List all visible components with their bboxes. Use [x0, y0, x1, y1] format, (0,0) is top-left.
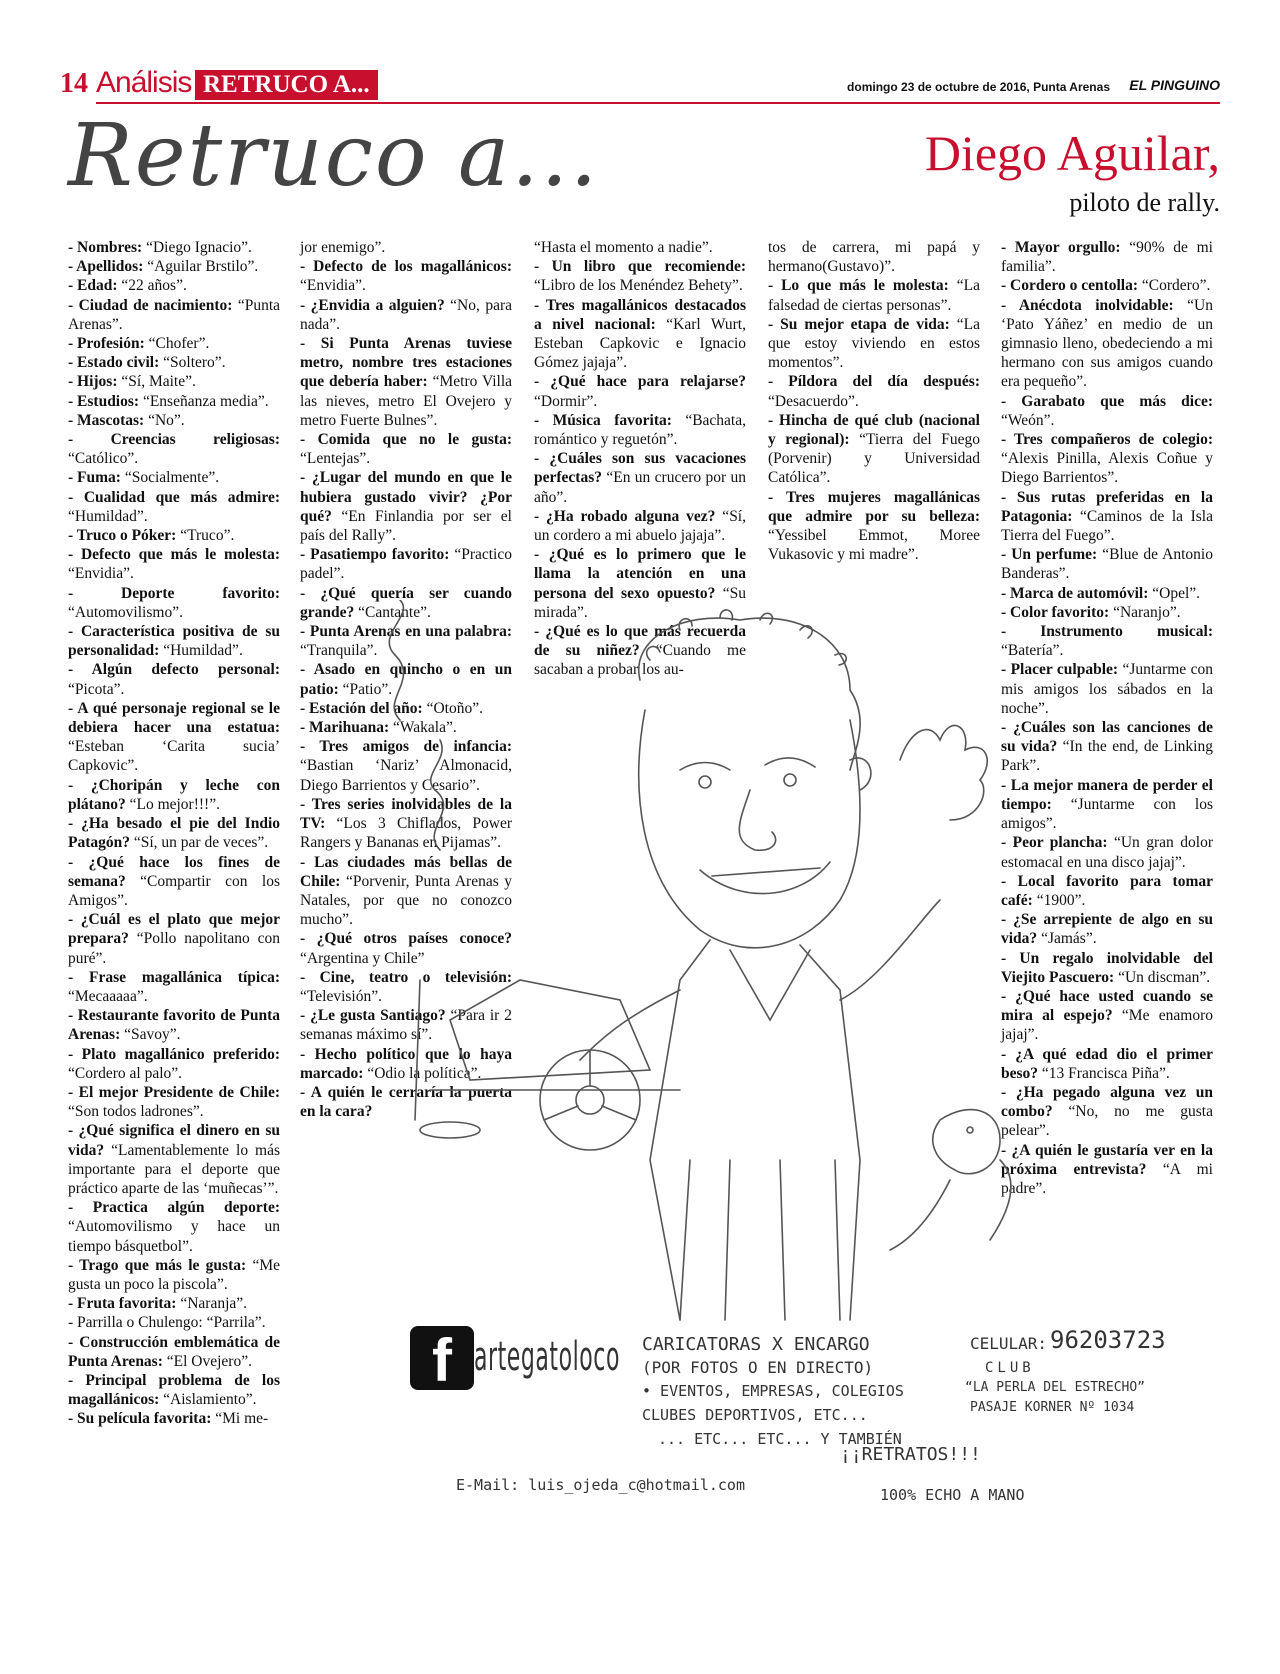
- answer: “90% de mi familia”.: [1001, 239, 1213, 276]
- page-number: 14: [60, 68, 88, 99]
- qa-item: [534, 372, 746, 410]
- date-line: domingo 23 de octubre de 2016, Punta Arenas: [847, 80, 1110, 94]
- question: - ¿Ha robado alguna vez?: [534, 507, 716, 525]
- question: - Edad:: [68, 277, 118, 295]
- interviewee-role: piloto de rally.: [1069, 188, 1220, 217]
- question: - Trago que más le gusta:: [68, 1256, 247, 1274]
- qa-item: [68, 1313, 280, 1332]
- question: - Algún defecto personal:: [68, 661, 280, 679]
- qa-item: [300, 334, 512, 430]
- qa-item: [68, 372, 280, 391]
- qa-item: [68, 853, 280, 911]
- answer: “No, para nada”.: [300, 296, 513, 333]
- answer: “Son todos ladrones”.: [68, 1103, 204, 1121]
- question: - Anécdota inolvidable:: [1001, 296, 1174, 314]
- question: - A quién le cerraría la puerta en la cara?: [300, 1083, 512, 1121]
- question: - Sus rutas preferidas en la Patagonia:: [1001, 488, 1213, 525]
- qa-item: [68, 699, 280, 776]
- answer: “Yessibel Emmot, Moree Vukasovic y mi madre”.: [768, 527, 980, 564]
- question: - Comida que no le gusta:: [300, 431, 512, 449]
- qa-item: [768, 238, 980, 276]
- answer: “13 Francisca Piña”.: [1038, 1064, 1170, 1082]
- question: - ¿Qué significa el dinero en su vida?: [68, 1122, 280, 1159]
- answer: “Otoño”.: [422, 699, 483, 717]
- answer: “Practico padel”.: [300, 546, 512, 583]
- question: - ¿Qué hace usted cuando se mira al espejo?: [1001, 987, 1213, 1025]
- qa-item: [68, 257, 280, 276]
- answer: “Cordero al palo”.: [68, 1064, 183, 1082]
- question: - Píldora del día después:: [768, 373, 980, 391]
- question: - Principal problema de los magallánicos:: [68, 1371, 280, 1409]
- page-header: [60, 66, 1220, 104]
- question: - ¿Envidia a alguien?: [300, 296, 445, 314]
- answer: “Odio la política”.: [363, 1064, 482, 1082]
- qa-item: [68, 488, 280, 526]
- answer: “El Ovejero”.: [162, 1352, 252, 1370]
- qa-item: [68, 545, 280, 583]
- answer: “Tranquila”.: [300, 642, 378, 660]
- qa-item: [68, 411, 280, 430]
- answer: “Cuando me sacaban a probar los au-: [534, 642, 746, 679]
- qa-item: [534, 238, 746, 257]
- qa-item: [1001, 276, 1213, 295]
- answer: “La que estoy viviendo en estos momentos”.: [768, 315, 980, 372]
- question: - Característica positiva de su personalidad:: [68, 623, 280, 660]
- answer: “Socialmente”.: [120, 469, 220, 487]
- qa-item: [68, 1409, 280, 1428]
- question: - Estación del año:: [300, 699, 423, 717]
- question: - Tres amigos de infancia:: [300, 738, 512, 756]
- text-column-4: [768, 238, 980, 564]
- qa-item: [768, 372, 980, 410]
- qa-item: [534, 257, 746, 295]
- qa-item: [1001, 392, 1213, 430]
- answer: “In the end, de Linking Park”.: [1001, 738, 1213, 775]
- script-heading: Retruco a...: [68, 106, 600, 206]
- question: - ¿Ha pegado alguna vez un combo?: [1001, 1083, 1213, 1121]
- answer: “No”.: [144, 411, 185, 429]
- qa-item: [68, 622, 280, 660]
- qa-item: [68, 353, 280, 372]
- qa-item: [68, 776, 280, 814]
- question: - Su película favorita:: [68, 1410, 212, 1428]
- caricature-drawing: [380, 600, 1100, 1340]
- question: - La mejor manera de perder el tiempo:: [1001, 776, 1213, 813]
- answer: “Desacuerdo”.: [768, 392, 859, 410]
- ad-club: CLUB: [985, 1360, 1035, 1376]
- answer: “En Finlandia por ser el país del Rally”.: [300, 507, 512, 545]
- question: - Asado en quincho o en un patio:: [300, 661, 512, 698]
- answer: “Opel”.: [1148, 584, 1201, 602]
- answer: “Un discman”.: [1114, 968, 1211, 986]
- answer: “Cantante”.: [354, 603, 431, 621]
- question: - Truco o Póker:: [68, 527, 177, 545]
- question: - Cine, teatro o televisión:: [300, 968, 512, 986]
- answer: “Televisión”.: [300, 987, 382, 1005]
- question: - Estudios:: [68, 392, 140, 410]
- caricature-advertisement: [410, 1322, 1230, 1522]
- ad-line: • EVENTOS, EMPRESAS, COLEGIOS: [642, 1382, 904, 1400]
- answer: “Lamentablemente lo más importante para el deporte que práctico aparte de las ‘muñecas’”.: [68, 1141, 280, 1197]
- question: - Color favorito:: [1001, 603, 1110, 621]
- answer: “Porvenir, Punta Arenas y Natales, por que no conozco mucho”.: [300, 872, 512, 929]
- answer: “Juntarme con mis amigos los sábados en la noche”.: [1001, 661, 1213, 717]
- question: - Un perfume:: [1001, 546, 1098, 564]
- question: - Defecto que más le molesta:: [68, 546, 280, 564]
- answer: “Jamás”.: [1037, 930, 1097, 948]
- qa-item: [68, 1121, 280, 1198]
- question: - Mascotas:: [68, 411, 145, 429]
- ad-line: (POR FOTOS O EN DIRECTO): [642, 1358, 874, 1377]
- question: - Punta Arenas en una palabra:: [300, 623, 512, 641]
- answer: “Sí, un cordero a mi abuelo jajaja”.: [534, 507, 746, 545]
- answer: “Batería”.: [1001, 642, 1064, 660]
- answer: “Caminos de la Isla Tierra del Fuego”.: [1001, 507, 1213, 545]
- answer: “Un ‘Pato Yáñez’ en medio de un gimnasio lleno, obedeciendo a mi hermano con sus amigos cuando era pequeño”.: [1001, 296, 1213, 391]
- answer: “Sí, Maite”.: [117, 373, 196, 391]
- question: - Un libro que recomiende:: [534, 258, 746, 276]
- answer: “Esteban ‘Carita sucia’ Capkovic”.: [68, 738, 280, 775]
- answer: “Bastian ‘Nariz’ Almonacid, Diego Barrientos y Cesario”.: [300, 757, 512, 794]
- qa-item: [1001, 430, 1213, 488]
- qa-item: [300, 257, 512, 295]
- question: - ¿A quién le gustaría ver en la próxima entrevista?: [1001, 1141, 1213, 1178]
- question: - Hijos:: [68, 373, 118, 391]
- question: - Las ciudades más bellas de Chile:: [300, 853, 512, 890]
- text-column-1: [68, 238, 280, 1429]
- answer: “Argentina y Chile”: [300, 949, 425, 967]
- question: - Tres compañeros de colegio:: [1001, 431, 1213, 449]
- qa-item: [534, 449, 746, 507]
- answer: “Mi me-: [211, 1410, 269, 1428]
- qa-item: [68, 1256, 280, 1294]
- qa-item: [768, 488, 980, 565]
- answer: “Lo mejor!!!”.: [125, 795, 220, 813]
- answer: “Para ir 2 semanas máximo sí”.: [300, 1007, 513, 1044]
- qa-item: [68, 392, 280, 411]
- qa-item: [768, 411, 980, 488]
- qa-item: [68, 1045, 280, 1083]
- qa-item: [300, 430, 512, 468]
- answer: - Parrilla o Chulengo: “Parrila”.: [68, 1314, 266, 1332]
- question: - ¿Cuáles son las canciones de su vida?: [1001, 719, 1213, 756]
- question: - Placer culpable:: [1001, 661, 1119, 679]
- question: - Su mejor etapa de vida:: [768, 315, 950, 333]
- answer: “Weón”.: [1001, 411, 1055, 429]
- facebook-handle: artegatoloco: [474, 1334, 620, 1380]
- qa-item: [68, 968, 280, 1006]
- answer: “Aguilar Brstilo”.: [143, 258, 259, 276]
- question: - ¿Qué otros países conoce?: [300, 930, 512, 948]
- question: - A qué personaje regional se le debiera hacer una estatua:: [68, 699, 280, 737]
- qa-item: [68, 296, 280, 334]
- answer: “Naranjo”.: [1109, 603, 1181, 621]
- question: - Hincha de qué club (nacional y regional):: [768, 411, 980, 449]
- answer: “Libro de los Menéndez Behety”.: [534, 277, 743, 295]
- answer: “Chofer”.: [144, 335, 210, 353]
- answer: “Sí, un par de veces”.: [130, 834, 269, 852]
- qa-item: [768, 315, 980, 373]
- qa-item: [68, 1198, 280, 1256]
- question: - Defecto de los magallánicos:: [300, 258, 512, 276]
- qa-item: [300, 468, 512, 545]
- answer: “1900”.: [1032, 891, 1086, 909]
- answer: “Envidia”.: [300, 277, 366, 295]
- section-name: Análisis: [96, 66, 192, 99]
- question: - Mayor orgullo:: [1001, 239, 1121, 256]
- question: - ¿Qué quería ser cuando grande?: [300, 584, 512, 621]
- answer: “Alexis Pinilla, Alexis Coñue y Diego Barrientos”.: [1001, 450, 1213, 487]
- question: - ¿Qué hace para relajarse?: [534, 373, 746, 391]
- answer: “Metro Villa las nieves, metro El Ovejero y metro Fuerte Bulnes”.: [300, 373, 513, 429]
- qa-item: [1001, 296, 1213, 392]
- qa-item: [68, 1006, 280, 1044]
- question: - Plato magallánico preferido:: [68, 1045, 280, 1063]
- question: - Deporte favorito:: [68, 584, 280, 602]
- question: - Restaurante favorito de Punta Arenas:: [68, 1007, 280, 1044]
- question: - Un regalo inolvidable del Viejito Pascuero:: [1001, 949, 1213, 986]
- qa-item: [68, 910, 280, 968]
- qa-item: [300, 545, 512, 583]
- question: - Marihuana:: [300, 719, 390, 737]
- answer: “Me enamoro jajaj”.: [1001, 1007, 1213, 1044]
- question: - ¿Qué es lo que más recuerda de su niñez?: [534, 623, 746, 660]
- qa-item: [68, 814, 280, 852]
- answer: “Diego Ignacio”.: [142, 239, 252, 256]
- question: - Local favorito para tomar café:: [1001, 872, 1213, 909]
- answer: “Wakala”.: [389, 719, 457, 737]
- qa-item: [68, 660, 280, 698]
- qa-item: [768, 276, 980, 314]
- ad-headline: CARICATORAS X ENCARGO: [642, 1334, 870, 1355]
- answer: “No, no me gusta pelear”.: [1001, 1103, 1213, 1140]
- question: - Cordero o centolla:: [1001, 277, 1139, 295]
- question: - Garabato que más dice:: [1001, 392, 1213, 410]
- question: - ¿Cuáles son sus vacaciones perfectas?: [534, 450, 746, 487]
- question: - Peor plancha:: [1001, 834, 1108, 852]
- qa-item: [68, 334, 280, 353]
- question: - Fuma:: [68, 469, 121, 487]
- answer: “Pollo napolitano con puré”.: [68, 930, 280, 967]
- question: - ¿Choripán y leche con plátano?: [68, 776, 280, 813]
- answer: “Picota”.: [68, 680, 125, 698]
- question: - ¿Se arrepiente de algo en su vida?: [1001, 911, 1213, 948]
- ad-email: E-Mail: luis_ojeda_c@hotmail.com: [456, 1476, 745, 1494]
- question: - Profesión:: [68, 335, 145, 353]
- qa-item: [68, 1333, 280, 1371]
- question: - Cualidad que más admire:: [68, 488, 280, 506]
- question: - Tres mujeres magallánicas que admire por su belleza:: [768, 488, 980, 525]
- header-rule: [96, 102, 1220, 104]
- question: - Pasatiempo favorito:: [300, 546, 450, 564]
- answer: “Karl Wurt, Esteban Capkovic e Ignacio Gómez jajaja”.: [534, 315, 746, 372]
- question: - Apellidos:: [68, 258, 144, 276]
- qa-item: [68, 276, 280, 295]
- question: - Instrumento musical:: [1001, 623, 1213, 641]
- qa-item: [1001, 545, 1213, 583]
- answer: “Punta Arenas”.: [68, 296, 280, 333]
- facebook-icon: f: [410, 1326, 474, 1390]
- answer: “Me gusta un poco la piscola”.: [68, 1256, 280, 1293]
- question: - El mejor Presidente de Chile:: [68, 1083, 280, 1101]
- answer: “Savoy”.: [120, 1026, 181, 1044]
- answer: “Compartir con los Amigos”.: [68, 872, 280, 909]
- answer: “Truco”.: [176, 527, 235, 545]
- question: - ¿Qué es lo primero que le llama la atención en una persona del sexo opuesto?: [534, 546, 746, 602]
- answer: “Lentejas”.: [300, 450, 371, 468]
- qa-item: [68, 526, 280, 545]
- question: - Marca de automóvil:: [1001, 584, 1149, 602]
- answer: “Blue de Antonio Banderas”.: [1001, 546, 1213, 583]
- ad-line: ... ETC... ETC... Y TAMBIÉN: [658, 1430, 902, 1448]
- answer: “22 años”.: [117, 277, 187, 295]
- question: - ¿Lugar del mundo en que le hubiera gustado vivir? ¿Por qué?: [300, 469, 512, 525]
- qa-item: [68, 1083, 280, 1121]
- interviewee-name: Diego Aguilar,: [924, 125, 1220, 181]
- qa-item: [68, 584, 280, 622]
- qa-item: [1001, 488, 1213, 546]
- answer: “Automovilismo”.: [68, 603, 183, 621]
- answer: “Cordero”.: [1138, 277, 1211, 295]
- question: - Ciudad de nacimiento:: [68, 296, 233, 314]
- section-label: RETRUCO A...: [195, 70, 378, 100]
- answer: tos de carrera, mi papá y hermano(Gustavo)”.: [768, 239, 980, 276]
- question: - Creencias religiosas:: [68, 431, 280, 449]
- question: - Practica algún deporte:: [68, 1199, 280, 1217]
- question: - ¿Le gusta Santiago?: [300, 1007, 446, 1025]
- question: - ¿Ha besado el pie del Indio Patagón?: [68, 815, 280, 852]
- answer: “Los 3 Chiflados, Power Rangers y Bananas en Pijamas”.: [300, 815, 512, 852]
- qa-item: [300, 296, 512, 334]
- answer: “Automovilismo y hace un tiempo básquetbol”.: [68, 1218, 280, 1255]
- answer: “Hasta el momento a nadie”.: [534, 239, 713, 256]
- ad-phone-number: 96203723: [1050, 1326, 1166, 1354]
- question: - Construcción emblemática de Punta Arenas:: [68, 1333, 280, 1370]
- question: - Música favorita:: [534, 411, 672, 429]
- question: - ¿Qué hace los fines de semana?: [68, 853, 280, 890]
- question: - Nombres:: [68, 239, 143, 256]
- qa-item: [534, 296, 746, 373]
- qa-item: [68, 238, 280, 257]
- answer: “Su mirada”.: [534, 584, 746, 621]
- answer: “Dormir”.: [534, 392, 598, 410]
- question: - Lo que más le molesta:: [768, 277, 949, 295]
- qa-item: [534, 411, 746, 449]
- answer: “A mi padre”.: [1001, 1160, 1213, 1197]
- answer: “Enseñanza media”.: [139, 392, 269, 410]
- answer: “Tierra del Fuego (Porvenir) y Universidad Católica”.: [768, 431, 980, 487]
- question: - Tres series inolvidables de la TV:: [300, 795, 512, 833]
- answer: jor enemigo”.: [300, 239, 386, 256]
- question: - ¿Cuál es el plato que mejor prepara?: [68, 911, 280, 948]
- answer: “Naranja”.: [176, 1295, 248, 1313]
- qa-item: [68, 468, 280, 487]
- answer: “Humildad”.: [68, 507, 148, 525]
- answer: “La falsedad de ciertas personas”.: [768, 277, 980, 314]
- question: - Frase magallánica típica:: [68, 968, 280, 986]
- ad-address: PASAJE KORNER Nº 1034: [970, 1400, 1135, 1415]
- answer: “Patio”.: [338, 680, 393, 698]
- answer: “Mecaaaaa”.: [68, 987, 148, 1005]
- ad-retratos: ¡¡RETRATOS!!!: [840, 1444, 981, 1465]
- question: - Tres magallánicos destacados a nivel nacional:: [534, 296, 746, 333]
- answer: “Soltero”.: [159, 354, 226, 372]
- question: - ¿A qué edad dio el primer beso?: [1001, 1045, 1213, 1082]
- answer: “Católico”.: [68, 450, 139, 468]
- qa-item: [300, 238, 512, 257]
- question: - Estado civil:: [68, 354, 160, 372]
- answer: “Humildad”.: [159, 642, 243, 660]
- answer: “Juntarme con los amigos”.: [1001, 795, 1213, 833]
- newspaper-name: EL PINGUINO: [1129, 77, 1220, 93]
- qa-item: [68, 1294, 280, 1313]
- qa-item: [68, 1371, 280, 1409]
- ad-handmade: 100% ECHO A MANO: [880, 1486, 1025, 1504]
- question: - Hecho político que lo haya marcado:: [300, 1045, 512, 1082]
- question: - Si Punta Arenas tuviese metro, nombre tres estaciones que debería haber:: [300, 335, 512, 391]
- answer: “En un crucero por un año”.: [534, 469, 746, 506]
- qa-item: [1001, 238, 1213, 276]
- qa-item: [534, 507, 746, 545]
- answer: “Bachata, romántico y reguetón”.: [534, 411, 746, 449]
- ad-phone-label: CELULAR:: [970, 1334, 1048, 1353]
- qa-item: [68, 430, 280, 468]
- ad-line: CLUBES DEPORTIVOS, ETC...: [642, 1406, 868, 1424]
- ad-club-name: “LA PERLA DEL ESTRECHO”: [965, 1380, 1146, 1395]
- answer: “Un gran dolor estomacal en una disco jajaj”.: [1001, 834, 1213, 871]
- answer: “Aislamiento”.: [159, 1391, 257, 1409]
- answer: “Envidia”.: [68, 565, 134, 583]
- question: - Fruta favorita:: [68, 1295, 177, 1313]
